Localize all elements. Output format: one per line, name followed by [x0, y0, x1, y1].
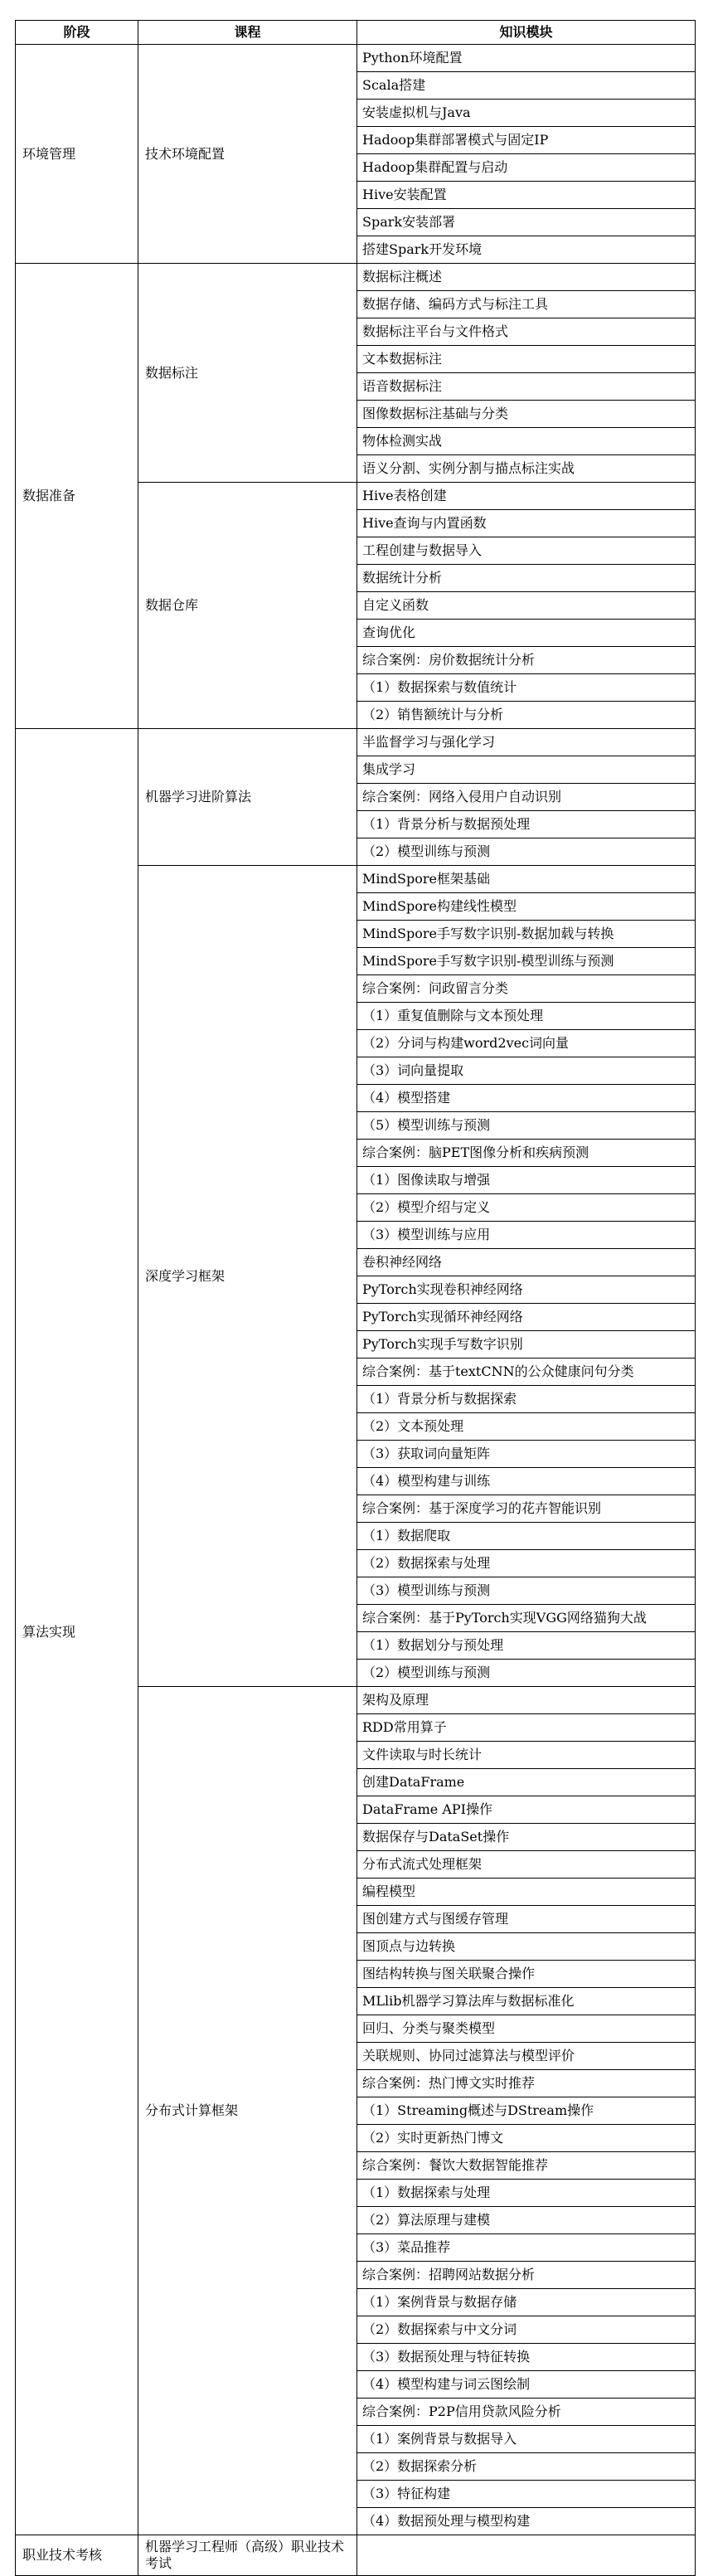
- curriculum-table: [15, 20, 696, 2576]
- module-cell: （2）销售额统计与分析: [357, 702, 696, 729]
- module-cell: 图像数据标注基础与分类: [357, 401, 696, 428]
- module-cell: 综合案例：问政留言分类: [357, 975, 696, 1003]
- module-cell: 创建DataFrame: [357, 1769, 696, 1796]
- module-cell: 半监督学习与强化学习: [357, 729, 696, 756]
- module-cell: 数据保存与DataSet操作: [357, 1824, 696, 1851]
- header-stage: 阶段: [16, 21, 138, 45]
- course-cell: 分布式计算框架: [138, 1687, 357, 2535]
- module-cell: MindSpore框架基础: [357, 866, 696, 893]
- stage-cell: 环境管理: [16, 45, 138, 264]
- module-cell: （2）模型训练与预测: [357, 1660, 696, 1687]
- module-cell: （2）文本预处理: [357, 1413, 696, 1441]
- module-cell: （4）模型构建与训练: [357, 1468, 696, 1495]
- module-cell: （1）重复值删除与文本预处理: [357, 1003, 696, 1030]
- module-cell: （2）数据探索与中文分词: [357, 2316, 696, 2344]
- header-module: 知识模块: [357, 21, 696, 45]
- module-cell: Hadoop集群部署模式与固定IP: [357, 127, 696, 154]
- module-cell: （1）背景分析与数据预处理: [357, 811, 696, 838]
- stage-cell: 职业技术考核: [16, 2535, 138, 2576]
- module-cell: 集成学习: [357, 756, 696, 784]
- table-row: [16, 264, 696, 291]
- module-cell: （2）实时更新热门博文: [357, 2125, 696, 2152]
- module-cell: 查询优化: [357, 620, 696, 647]
- module-cell: 图结构转换与图关联聚合操作: [357, 1961, 696, 1988]
- module-cell: MindSpore构建线性模型: [357, 893, 696, 921]
- header-course: 课程: [138, 21, 357, 45]
- module-cell: （1）Streaming概述与DStream操作: [357, 2097, 696, 2125]
- module-cell: 数据标注概述: [357, 264, 696, 291]
- stage-cell: 数据准备: [16, 264, 138, 729]
- module-cell: 综合案例：招聘网站数据分析: [357, 2262, 696, 2289]
- module-cell: 物体检测实战: [357, 428, 696, 455]
- module-cell: （4）数据预处理与模型构建: [357, 2508, 696, 2535]
- module-cell: MLlib机器学习算法库与数据标准化: [357, 1988, 696, 2015]
- module-cell: 综合案例：基于textCNN的公众健康问句分类: [357, 1358, 696, 1386]
- course-cell: 数据仓库: [138, 483, 357, 729]
- module-cell: 综合案例：房价数据统计分析: [357, 647, 696, 674]
- module-cell: 搭建Spark开发环境: [357, 236, 696, 264]
- module-cell: 图创建方式与图缓存管理: [357, 1906, 696, 1933]
- module-cell: 数据存储、编码方式与标注工具: [357, 291, 696, 318]
- module-cell: Python环境配置: [357, 45, 696, 72]
- module-cell: Spark安装部署: [357, 209, 696, 236]
- module-cell: （1）案例背景与数据存储: [357, 2289, 696, 2316]
- module-cell: （1）图像读取与增强: [357, 1167, 696, 1194]
- module-cell: 编程模型: [357, 1879, 696, 1906]
- module-cell: （1）数据爬取: [357, 1523, 696, 1550]
- module-cell: Hive安装配置: [357, 182, 696, 209]
- module-cell: 综合案例：基于PyTorch实现VGG网络猫狗大战: [357, 1605, 696, 1632]
- table-body: [16, 45, 696, 2576]
- module-cell: （1）数据探索与处理: [357, 2180, 696, 2207]
- module-cell: 自定义函数: [357, 592, 696, 620]
- module-cell: 工程创建与数据导入: [357, 537, 696, 565]
- module-cell: （2）数据探索分析: [357, 2453, 696, 2481]
- table-row: [16, 2535, 696, 2576]
- module-cell: PyTorch实现循环神经网络: [357, 1304, 696, 1331]
- module-cell: 卷积神经网络: [357, 1249, 696, 1276]
- module-cell: 综合案例：基于深度学习的花卉智能识别: [357, 1495, 696, 1523]
- curriculum-document: [15, 20, 695, 2576]
- module-cell: 数据标注平台与文件格式: [357, 318, 696, 346]
- table-row: [16, 45, 696, 72]
- module-cell: Hive查询与内置函数: [357, 510, 696, 537]
- module-cell: Hive表格创建: [357, 483, 696, 510]
- module-cell: （4）模型构建与词云图绘制: [357, 2371, 696, 2399]
- course-cell: 数据标注: [138, 264, 357, 483]
- module-cell: （2）数据探索与处理: [357, 1550, 696, 1577]
- module-cell: （3）特征构建: [357, 2481, 696, 2508]
- module-cell: （1）背景分析与数据探索: [357, 1386, 696, 1413]
- module-cell: （3）模型训练与应用: [357, 1222, 696, 1249]
- module-cell: 文件读取与时长统计: [357, 1742, 696, 1769]
- module-cell: （2）模型介绍与定义: [357, 1194, 696, 1222]
- module-cell: 综合案例：网络入侵用户自动识别: [357, 784, 696, 811]
- module-cell: （1）数据探索与数值统计: [357, 674, 696, 702]
- module-cell: （2）算法原理与建模: [357, 2207, 696, 2234]
- module-cell: （1）数据划分与预处理: [357, 1632, 696, 1660]
- module-cell: 分布式流式处理框架: [357, 1851, 696, 1879]
- module-cell: RDD常用算子: [357, 1714, 696, 1742]
- module-cell: Scala搭建: [357, 72, 696, 100]
- module-cell: PyTorch实现手写数字识别: [357, 1331, 696, 1358]
- table-row: [16, 729, 696, 756]
- module-cell: 安装虚拟机与Java: [357, 100, 696, 127]
- module-cell: 文本数据标注: [357, 346, 696, 373]
- module-cell: （5）模型训练与预测: [357, 1112, 696, 1140]
- module-cell: 语义分割、实例分割与描点标注实战: [357, 455, 696, 483]
- module-cell: 回归、分类与聚类模型: [357, 2015, 696, 2043]
- module-cell: 综合案例：P2P信用贷款风险分析: [357, 2399, 696, 2426]
- module-cell: 数据统计分析: [357, 565, 696, 592]
- module-cell: （4）模型搭建: [357, 1085, 696, 1112]
- module-cell: 综合案例：餐饮大数据智能推荐: [357, 2152, 696, 2180]
- module-cell: [357, 2535, 696, 2576]
- stage-cell: 算法实现: [16, 729, 138, 2535]
- module-cell: （3）菜品推荐: [357, 2234, 696, 2262]
- module-cell: （3）获取词向量矩阵: [357, 1441, 696, 1468]
- module-cell: DataFrame API操作: [357, 1796, 696, 1824]
- course-cell: 机器学习工程师（高级）职业技术考试: [138, 2535, 357, 2576]
- module-cell: 图顶点与边转换: [357, 1933, 696, 1961]
- module-cell: MindSpore手写数字识别-模型训练与预测: [357, 948, 696, 975]
- module-cell: （2）模型训练与预测: [357, 838, 696, 866]
- course-cell: 机器学习进阶算法: [138, 729, 357, 866]
- module-cell: 综合案例：热门博文实时推荐: [357, 2070, 696, 2097]
- module-cell: MindSpore手写数字识别-数据加载与转换: [357, 921, 696, 948]
- course-cell: 技术环境配置: [138, 45, 357, 264]
- module-cell: （3）模型训练与预测: [357, 1577, 696, 1605]
- module-cell: （2）分词与构建word2vec词向量: [357, 1030, 696, 1057]
- module-cell: （3）数据预处理与特征转换: [357, 2344, 696, 2371]
- module-cell: 关联规则、协同过滤算法与模型评价: [357, 2043, 696, 2070]
- module-cell: （1）案例背景与数据导入: [357, 2426, 696, 2453]
- module-cell: 语音数据标注: [357, 373, 696, 401]
- module-cell: （3）词向量提取: [357, 1057, 696, 1085]
- module-cell: PyTorch实现卷积神经网络: [357, 1276, 696, 1304]
- header-row: [16, 21, 696, 45]
- module-cell: Hadoop集群配置与启动: [357, 154, 696, 182]
- module-cell: 架构及原理: [357, 1687, 696, 1714]
- module-cell: 综合案例：脑PET图像分析和疾病预测: [357, 1140, 696, 1167]
- course-cell: 深度学习框架: [138, 866, 357, 1687]
